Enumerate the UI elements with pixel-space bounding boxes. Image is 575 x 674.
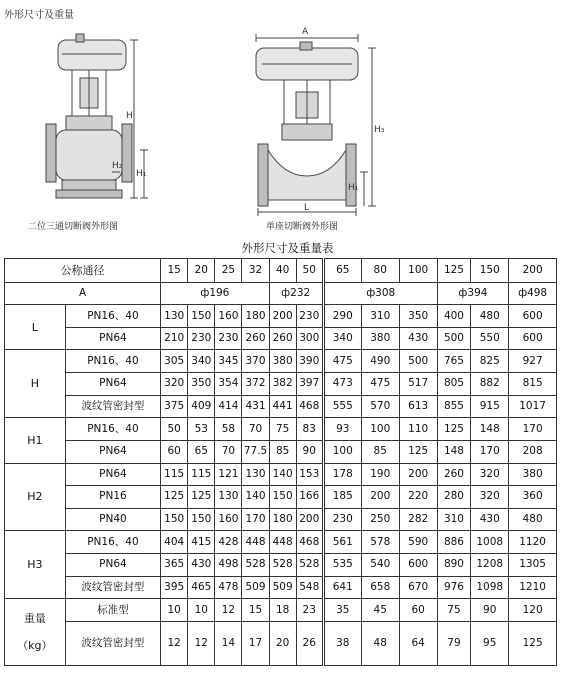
dim-label-h1: H₁ — [136, 169, 147, 179]
value-cell: 190 — [361, 463, 399, 486]
value-cell: 75 — [437, 599, 471, 622]
value-cell: 927 — [509, 350, 557, 373]
value-cell: 48 — [361, 622, 399, 666]
value-cell: 641 — [323, 576, 361, 599]
row-label: PN40 — [65, 508, 160, 531]
value-cell: 85 — [361, 440, 399, 463]
value-cell: 528 — [269, 553, 296, 576]
value-cell: 153 — [296, 463, 323, 486]
value-cell: 90 — [471, 599, 509, 622]
value-cell: 805 — [437, 373, 471, 396]
value-cell: 415 — [188, 531, 215, 554]
group-label-h1: H1 — [5, 418, 66, 463]
table-row — [5, 350, 557, 373]
value-cell: 200 — [399, 463, 437, 486]
value-cell: 354 — [215, 373, 242, 396]
value-cell: 404 — [161, 531, 188, 554]
row-label: 波纹管密封型 — [65, 576, 160, 599]
value-cell: 70 — [215, 440, 242, 463]
value-cell: 15 — [242, 599, 269, 622]
value-cell: 125 — [188, 486, 215, 509]
value-cell: 375 — [161, 395, 188, 418]
value-cell: 300 — [296, 327, 323, 350]
value-cell: 93 — [323, 418, 361, 441]
dn-cell: 200 — [509, 259, 557, 283]
dn-cell: 25 — [215, 259, 242, 283]
table-row — [5, 305, 557, 328]
value-cell: 465 — [188, 576, 215, 599]
value-cell: 200 — [361, 486, 399, 509]
value-cell: 345 — [215, 350, 242, 373]
dn-cell: 65 — [323, 259, 361, 283]
value-cell: 528 — [296, 553, 323, 576]
dim-label-h: H — [126, 111, 133, 121]
row-label: PN64 — [65, 373, 160, 396]
value-cell: 310 — [361, 305, 399, 328]
value-cell: 915 — [471, 395, 509, 418]
dim-label-h3: H₃ — [374, 125, 385, 135]
value-cell: 320 — [471, 486, 509, 509]
value-cell: 350 — [188, 373, 215, 396]
value-cell: 320 — [161, 373, 188, 396]
value-cell: 148 — [471, 418, 509, 441]
header-label: 公称通径 — [5, 259, 161, 283]
value-cell: 150 — [161, 508, 188, 531]
row-label: 波纹管密封型 — [65, 395, 160, 418]
value-cell: 1210 — [509, 576, 557, 599]
a-label: A — [5, 282, 161, 305]
value-cell: 428 — [215, 531, 242, 554]
value-cell: 53 — [188, 418, 215, 441]
header-row — [5, 259, 557, 283]
value-cell: 130 — [215, 486, 242, 509]
value-cell: 18 — [269, 599, 296, 622]
value-cell: 260 — [437, 463, 471, 486]
value-cell: 77.5 — [242, 440, 269, 463]
value-cell: 380 — [269, 350, 296, 373]
value-cell: 380 — [361, 327, 399, 350]
value-cell: 115 — [188, 463, 215, 486]
value-cell: 150 — [269, 486, 296, 509]
value-cell: 260 — [242, 327, 269, 350]
value-cell: 765 — [437, 350, 471, 373]
value-cell: 555 — [323, 395, 361, 418]
value-cell: 180 — [242, 305, 269, 328]
value-cell: 20 — [269, 622, 296, 666]
value-cell: 185 — [323, 486, 361, 509]
value-cell: 10 — [161, 599, 188, 622]
value-cell: 250 — [361, 508, 399, 531]
dn-cell: 150 — [471, 259, 509, 283]
value-cell: 125 — [399, 440, 437, 463]
value-cell: 310 — [437, 508, 471, 531]
value-cell: 305 — [161, 350, 188, 373]
value-cell: 85 — [269, 440, 296, 463]
value-cell: 468 — [296, 395, 323, 418]
value-cell: 380 — [509, 463, 557, 486]
value-cell: 320 — [471, 463, 509, 486]
value-cell: 548 — [296, 576, 323, 599]
value-cell: 180 — [269, 508, 296, 531]
value-cell: 590 — [399, 531, 437, 554]
weight-unit: （kg） — [17, 639, 53, 653]
value-cell: 1098 — [471, 576, 509, 599]
row-label: 标准型 — [65, 599, 160, 622]
value-cell: 570 — [361, 395, 399, 418]
value-cell: 478 — [215, 576, 242, 599]
row-label: PN16、40 — [65, 350, 160, 373]
value-cell: 400 — [437, 305, 471, 328]
value-cell: 90 — [296, 440, 323, 463]
value-cell: 110 — [399, 418, 437, 441]
value-cell: 230 — [296, 305, 323, 328]
value-cell: 1017 — [509, 395, 557, 418]
value-cell: 140 — [242, 486, 269, 509]
value-cell: 372 — [242, 373, 269, 396]
row-label: PN16、40 — [65, 418, 160, 441]
value-cell: 480 — [509, 508, 557, 531]
table-row — [5, 463, 557, 486]
valve-drawings — [0, 0, 575, 238]
value-cell: 166 — [296, 486, 323, 509]
a-value-cell: ф394 — [437, 282, 509, 305]
table-row — [5, 599, 557, 622]
dn-cell: 100 — [399, 259, 437, 283]
value-cell: 382 — [269, 373, 296, 396]
table-row — [5, 418, 557, 441]
group-label-h2: H2 — [5, 463, 66, 531]
value-cell: 473 — [323, 373, 361, 396]
dn-cell: 125 — [437, 259, 471, 283]
value-cell: 12 — [161, 622, 188, 666]
table-title: 外形尺寸及重量表 — [241, 241, 334, 255]
value-cell: 475 — [323, 350, 361, 373]
value-cell: 540 — [361, 553, 399, 576]
a-row — [5, 282, 557, 305]
dn-cell: 32 — [242, 259, 269, 283]
value-cell: 414 — [215, 395, 242, 418]
value-cell: 280 — [437, 486, 471, 509]
row-label: PN64 — [65, 327, 160, 350]
table-row — [5, 622, 557, 666]
row-label: PN64 — [65, 553, 160, 576]
value-cell: 600 — [399, 553, 437, 576]
group-label-h: H — [5, 350, 66, 418]
value-cell: 360 — [509, 486, 557, 509]
value-cell: 60 — [161, 440, 188, 463]
table-row — [5, 531, 557, 554]
value-cell: 125 — [437, 418, 471, 441]
value-cell: 150 — [188, 305, 215, 328]
value-cell: 26 — [296, 622, 323, 666]
value-cell: 448 — [269, 531, 296, 554]
dn-cell: 50 — [296, 259, 323, 283]
value-cell: 890 — [437, 553, 471, 576]
value-cell: 550 — [471, 327, 509, 350]
value-cell: 220 — [399, 486, 437, 509]
value-cell: 490 — [361, 350, 399, 373]
value-cell: 365 — [161, 553, 188, 576]
value-cell: 17 — [242, 622, 269, 666]
table-row — [5, 373, 557, 396]
value-cell: 1008 — [471, 531, 509, 554]
dim-label-right-h1: H₁ — [348, 183, 359, 193]
value-cell: 230 — [323, 508, 361, 531]
value-cell: 150 — [188, 508, 215, 531]
value-cell: 130 — [242, 463, 269, 486]
value-cell: 390 — [296, 350, 323, 373]
a-value-cell: ф498 — [509, 282, 557, 305]
value-cell: 430 — [471, 508, 509, 531]
value-cell: 12 — [215, 599, 242, 622]
value-cell: 855 — [437, 395, 471, 418]
value-cell: 50 — [161, 418, 188, 441]
value-cell: 23 — [296, 599, 323, 622]
value-cell: 395 — [161, 576, 188, 599]
value-cell: 397 — [296, 373, 323, 396]
row-label: PN16、40 — [65, 531, 160, 554]
value-cell: 600 — [509, 305, 557, 328]
value-cell: 578 — [361, 531, 399, 554]
dn-cell: 15 — [161, 259, 188, 283]
value-cell: 815 — [509, 373, 557, 396]
value-cell: 340 — [323, 327, 361, 350]
value-cell: 230 — [188, 327, 215, 350]
table-row — [5, 440, 557, 463]
dn-cell: 20 — [188, 259, 215, 283]
value-cell: 160 — [215, 305, 242, 328]
row-label: 波纹管密封型 — [65, 622, 160, 666]
value-cell: 38 — [323, 622, 361, 666]
value-cell: 882 — [471, 373, 509, 396]
value-cell: 140 — [269, 463, 296, 486]
value-cell: 200 — [269, 305, 296, 328]
value-cell: 561 — [323, 531, 361, 554]
value-cell: 500 — [399, 350, 437, 373]
value-cell: 825 — [471, 350, 509, 373]
value-cell: 148 — [437, 440, 471, 463]
value-cell: 886 — [437, 531, 471, 554]
value-cell: 160 — [215, 508, 242, 531]
dn-cell: 80 — [361, 259, 399, 283]
value-cell: 65 — [188, 440, 215, 463]
value-cell: 170 — [471, 440, 509, 463]
value-cell: 468 — [296, 531, 323, 554]
dim-label-a: A — [302, 27, 309, 37]
value-cell: 70 — [242, 418, 269, 441]
value-cell: 115 — [161, 463, 188, 486]
value-cell: 350 — [399, 305, 437, 328]
value-cell: 125 — [509, 622, 557, 666]
value-cell: 475 — [361, 373, 399, 396]
table-row — [5, 576, 557, 599]
value-cell: 498 — [215, 553, 242, 576]
value-cell: 45 — [361, 599, 399, 622]
value-cell: 509 — [242, 576, 269, 599]
value-cell: 430 — [188, 553, 215, 576]
right-drawing-caption: 单座切断阀外形图 — [266, 222, 339, 232]
value-cell: 200 — [296, 508, 323, 531]
value-cell: 480 — [471, 305, 509, 328]
value-cell: 409 — [188, 395, 215, 418]
left-drawing-caption: 二位三通切断阀外形图 — [28, 222, 119, 232]
value-cell: 600 — [509, 327, 557, 350]
table-row — [5, 486, 557, 509]
row-label: PN64 — [65, 440, 160, 463]
dim-label-l: L — [304, 203, 310, 213]
value-cell: 14 — [215, 622, 242, 666]
row-label: PN64 — [65, 463, 160, 486]
a-value-cell: ф232 — [269, 282, 323, 305]
value-cell: 100 — [323, 440, 361, 463]
value-cell: 58 — [215, 418, 242, 441]
value-cell: 83 — [296, 418, 323, 441]
value-cell: 528 — [242, 553, 269, 576]
value-cell: 10 — [188, 599, 215, 622]
value-cell: 670 — [399, 576, 437, 599]
value-cell: 976 — [437, 576, 471, 599]
value-cell: 121 — [215, 463, 242, 486]
table-row — [5, 508, 557, 531]
value-cell: 64 — [399, 622, 437, 666]
group-label-l: L — [5, 305, 66, 350]
value-cell: 441 — [269, 395, 296, 418]
value-cell: 448 — [242, 531, 269, 554]
table-row — [5, 395, 557, 418]
value-cell: 613 — [399, 395, 437, 418]
value-cell: 1208 — [471, 553, 509, 576]
value-cell: 79 — [437, 622, 471, 666]
a-value-cell: ф308 — [323, 282, 437, 305]
value-cell: 535 — [323, 553, 361, 576]
drawing-top-caption: 外形尺寸及重量 — [4, 10, 74, 21]
value-cell: 509 — [269, 576, 296, 599]
value-cell: 370 — [242, 350, 269, 373]
value-cell: 260 — [269, 327, 296, 350]
value-cell: 210 — [161, 327, 188, 350]
value-cell: 208 — [509, 440, 557, 463]
group-label-weight — [5, 599, 66, 666]
table-row — [5, 327, 557, 350]
row-label: PN16、40 — [65, 305, 160, 328]
value-cell: 500 — [437, 327, 471, 350]
value-cell: 120 — [509, 599, 557, 622]
value-cell: 178 — [323, 463, 361, 486]
dn-cell: 40 — [269, 259, 296, 283]
table-row — [5, 553, 557, 576]
value-cell: 431 — [242, 395, 269, 418]
value-cell: 1305 — [509, 553, 557, 576]
value-cell: 130 — [161, 305, 188, 328]
weight-label: 重量 — [23, 611, 46, 625]
value-cell: 430 — [399, 327, 437, 350]
valve-outline-svg — [0, 0, 575, 238]
value-cell: 95 — [471, 622, 509, 666]
value-cell: 290 — [323, 305, 361, 328]
value-cell: 125 — [161, 486, 188, 509]
value-cell: 35 — [323, 599, 361, 622]
value-cell: 60 — [399, 599, 437, 622]
value-cell: 517 — [399, 373, 437, 396]
value-cell: 12 — [188, 622, 215, 666]
group-label-h3: H3 — [5, 531, 66, 599]
value-cell: 340 — [188, 350, 215, 373]
value-cell: 170 — [242, 508, 269, 531]
value-cell: 75 — [269, 418, 296, 441]
dim-label-h2: H₂ — [112, 161, 123, 171]
value-cell: 1120 — [509, 531, 557, 554]
value-cell: 282 — [399, 508, 437, 531]
value-cell: 170 — [509, 418, 557, 441]
dimension-weight-table — [4, 258, 557, 666]
value-cell: 230 — [215, 327, 242, 350]
a-value-cell: ф196 — [161, 282, 269, 305]
value-cell: 658 — [361, 576, 399, 599]
row-label: PN16 — [65, 486, 160, 509]
value-cell: 100 — [361, 418, 399, 441]
